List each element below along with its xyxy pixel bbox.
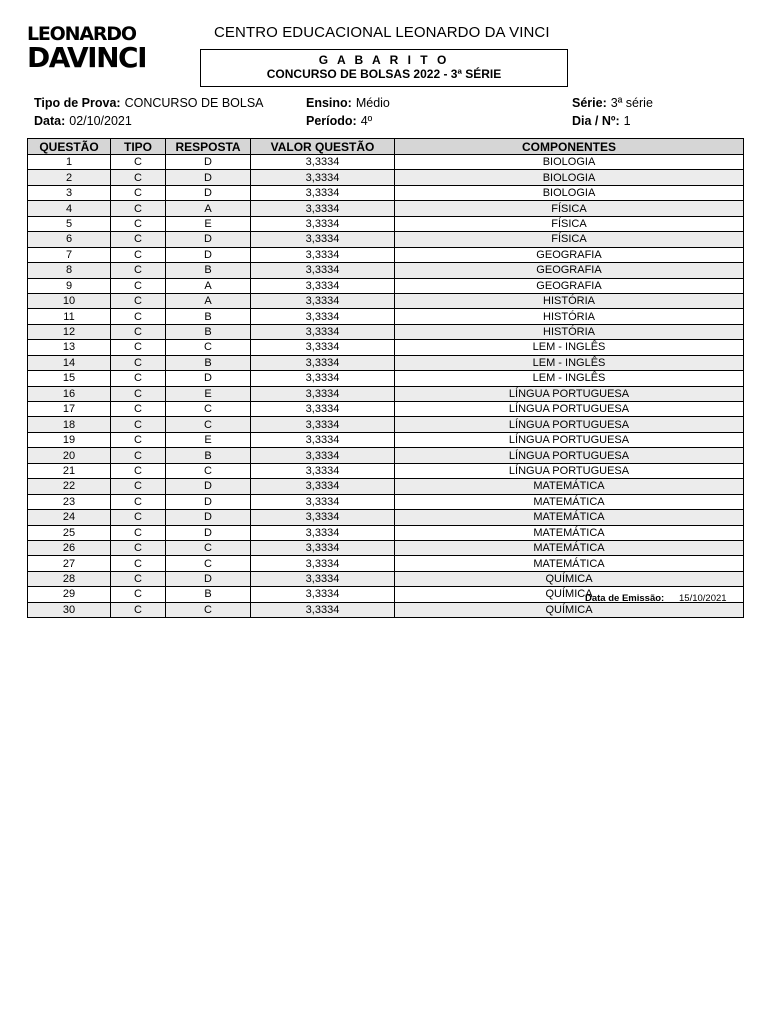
table-header-row bbox=[28, 139, 744, 155]
table-row bbox=[28, 463, 744, 478]
cell-tipo: C bbox=[111, 201, 166, 216]
cell-tipo: C bbox=[111, 216, 166, 231]
dia-label: Dia / Nº: bbox=[572, 114, 620, 128]
cell-valor: 3,3334 bbox=[251, 494, 395, 509]
cell-questao: 8 bbox=[28, 263, 111, 278]
serie-value: 3ª série bbox=[610, 96, 653, 110]
data bbox=[34, 114, 132, 128]
table-row bbox=[28, 201, 744, 216]
cell-questao: 15 bbox=[28, 371, 111, 386]
cell-tipo: C bbox=[111, 278, 166, 293]
cell-questao: 21 bbox=[28, 463, 111, 478]
cell-resposta: B bbox=[166, 263, 251, 278]
cell-tipo: C bbox=[111, 510, 166, 525]
table-row bbox=[28, 602, 744, 617]
cell-valor: 3,3334 bbox=[251, 525, 395, 540]
table-row bbox=[28, 293, 744, 308]
cell-resposta: A bbox=[166, 201, 251, 216]
cell-tipo: C bbox=[111, 232, 166, 247]
cell-componente: LÍNGUA PORTUGUESA bbox=[395, 417, 744, 432]
cell-componente: GEOGRAFIA bbox=[395, 278, 744, 293]
table-row bbox=[28, 170, 744, 185]
cell-valor: 3,3334 bbox=[251, 263, 395, 278]
cell-valor: 3,3334 bbox=[251, 463, 395, 478]
cell-tipo: C bbox=[111, 371, 166, 386]
cell-resposta: C bbox=[166, 602, 251, 617]
table-row bbox=[28, 510, 744, 525]
table-row bbox=[28, 355, 744, 370]
cell-tipo: C bbox=[111, 185, 166, 200]
cell-questao: 5 bbox=[28, 216, 111, 231]
tipo-prova-value: CONCURSO DE BOLSA bbox=[124, 96, 264, 110]
cell-tipo: C bbox=[111, 556, 166, 571]
header-tipo: TIPO bbox=[111, 139, 166, 155]
cell-tipo: C bbox=[111, 540, 166, 555]
cell-tipo: C bbox=[111, 402, 166, 417]
cell-componente: GEOGRAFIA bbox=[395, 263, 744, 278]
cell-tipo: C bbox=[111, 463, 166, 478]
cell-componente: LÍNGUA PORTUGUESA bbox=[395, 432, 744, 447]
ensino-label: Ensino: bbox=[306, 96, 352, 110]
cell-resposta: D bbox=[166, 170, 251, 185]
cell-tipo: C bbox=[111, 247, 166, 262]
cell-resposta: C bbox=[166, 463, 251, 478]
cell-valor: 3,3334 bbox=[251, 155, 395, 170]
cell-tipo: C bbox=[111, 602, 166, 617]
cell-componente: MATEMÁTICA bbox=[395, 494, 744, 509]
cell-componente: LEM - INGLÊS bbox=[395, 371, 744, 386]
cell-questao: 11 bbox=[28, 309, 111, 324]
cell-componente: LÍNGUA PORTUGUESA bbox=[395, 448, 744, 463]
tipo-prova bbox=[34, 96, 264, 110]
cell-resposta: C bbox=[166, 417, 251, 432]
table-row bbox=[28, 263, 744, 278]
cell-resposta: B bbox=[166, 448, 251, 463]
table-row bbox=[28, 525, 744, 540]
cell-resposta: D bbox=[166, 247, 251, 262]
cell-tipo: C bbox=[111, 587, 166, 602]
cell-componente: QUÍMICA bbox=[395, 587, 744, 602]
cell-componente: LEM - INGLÊS bbox=[395, 340, 744, 355]
cell-valor: 3,3334 bbox=[251, 293, 395, 308]
cell-valor: 3,3334 bbox=[251, 355, 395, 370]
table-row bbox=[28, 417, 744, 432]
emission-date-label: Data de Emissão: bbox=[585, 593, 665, 604]
cell-questao: 29 bbox=[28, 587, 111, 602]
cell-questao: 14 bbox=[28, 355, 111, 370]
answer-key-title: G A B A R I T O bbox=[318, 53, 450, 67]
cell-resposta: A bbox=[166, 293, 251, 308]
cell-componente: QUÍMICA bbox=[395, 602, 744, 617]
cell-componente: GEOGRAFIA bbox=[395, 247, 744, 262]
emission-date-value: 15/10/2021 bbox=[679, 593, 727, 604]
cell-valor: 3,3334 bbox=[251, 170, 395, 185]
cell-valor: 3,3334 bbox=[251, 247, 395, 262]
cell-componente: MATEMÁTICA bbox=[395, 540, 744, 555]
table-body bbox=[28, 155, 744, 618]
cell-resposta: D bbox=[166, 525, 251, 540]
cell-questao: 30 bbox=[28, 602, 111, 617]
cell-questao: 6 bbox=[28, 232, 111, 247]
cell-valor: 3,3334 bbox=[251, 556, 395, 571]
cell-tipo: C bbox=[111, 386, 166, 401]
cell-valor: 3,3334 bbox=[251, 278, 395, 293]
cell-componente: LEM - INGLÊS bbox=[395, 355, 744, 370]
cell-questao: 27 bbox=[28, 556, 111, 571]
table-row bbox=[28, 232, 744, 247]
cell-tipo: C bbox=[111, 293, 166, 308]
cell-valor: 3,3334 bbox=[251, 602, 395, 617]
serie bbox=[572, 96, 653, 110]
cell-questao: 2 bbox=[28, 170, 111, 185]
cell-componente: BIOLOGIA bbox=[395, 185, 744, 200]
table-row bbox=[28, 324, 744, 339]
data-label: Data: bbox=[34, 114, 66, 128]
logo-line2: DAVINCI bbox=[27, 41, 146, 74]
cell-resposta: C bbox=[166, 540, 251, 555]
answer-table bbox=[27, 138, 744, 618]
cell-resposta: D bbox=[166, 185, 251, 200]
table-row bbox=[28, 571, 744, 586]
cell-questao: 12 bbox=[28, 324, 111, 339]
periodo-value: 4º bbox=[360, 114, 373, 128]
logo bbox=[27, 23, 146, 74]
cell-componente: MATEMÁTICA bbox=[395, 479, 744, 494]
cell-questao: 13 bbox=[28, 340, 111, 355]
cell-tipo: C bbox=[111, 170, 166, 185]
cell-tipo: C bbox=[111, 324, 166, 339]
cell-questao: 10 bbox=[28, 293, 111, 308]
cell-tipo: C bbox=[111, 155, 166, 170]
dia-value: 1 bbox=[623, 114, 631, 128]
cell-componente: HISTÓRIA bbox=[395, 309, 744, 324]
cell-resposta: D bbox=[166, 371, 251, 386]
cell-questao: 23 bbox=[28, 494, 111, 509]
cell-questao: 16 bbox=[28, 386, 111, 401]
cell-valor: 3,3334 bbox=[251, 216, 395, 231]
cell-valor: 3,3334 bbox=[251, 402, 395, 417]
table-row bbox=[28, 278, 744, 293]
cell-questao: 26 bbox=[28, 540, 111, 555]
data-value: 02/10/2021 bbox=[69, 114, 132, 128]
periodo bbox=[306, 114, 372, 128]
cell-questao: 17 bbox=[28, 402, 111, 417]
cell-tipo: C bbox=[111, 525, 166, 540]
table-row bbox=[28, 371, 744, 386]
cell-resposta: D bbox=[166, 494, 251, 509]
cell-resposta: D bbox=[166, 571, 251, 586]
cell-componente: HISTÓRIA bbox=[395, 293, 744, 308]
table-row bbox=[28, 185, 744, 200]
cell-questao: 3 bbox=[28, 185, 111, 200]
cell-valor: 3,3334 bbox=[251, 448, 395, 463]
cell-tipo: C bbox=[111, 432, 166, 447]
ensino bbox=[306, 96, 390, 110]
ensino-value: Médio bbox=[355, 96, 390, 110]
cell-questao: 28 bbox=[28, 571, 111, 586]
cell-componente: MATEMÁTICA bbox=[395, 556, 744, 571]
cell-questao: 7 bbox=[28, 247, 111, 262]
table-row bbox=[28, 556, 744, 571]
table-row bbox=[28, 386, 744, 401]
cell-questao: 1 bbox=[28, 155, 111, 170]
cell-valor: 3,3334 bbox=[251, 587, 395, 602]
cell-valor: 3,3334 bbox=[251, 371, 395, 386]
cell-resposta: D bbox=[166, 479, 251, 494]
cell-resposta: D bbox=[166, 232, 251, 247]
cell-questao: 25 bbox=[28, 525, 111, 540]
cell-questao: 24 bbox=[28, 510, 111, 525]
cell-componente: BIOLOGIA bbox=[395, 170, 744, 185]
cell-valor: 3,3334 bbox=[251, 417, 395, 432]
cell-resposta: C bbox=[166, 340, 251, 355]
cell-resposta: E bbox=[166, 386, 251, 401]
cell-resposta: B bbox=[166, 587, 251, 602]
header-componentes: COMPONENTES bbox=[395, 139, 744, 155]
cell-componente: LÍNGUA PORTUGUESA bbox=[395, 386, 744, 401]
cell-tipo: C bbox=[111, 571, 166, 586]
table-row bbox=[28, 216, 744, 231]
periodo-label: Período: bbox=[306, 114, 357, 128]
dia bbox=[572, 114, 631, 128]
cell-valor: 3,3334 bbox=[251, 185, 395, 200]
cell-valor: 3,3334 bbox=[251, 510, 395, 525]
table-row bbox=[28, 340, 744, 355]
table-row bbox=[28, 448, 744, 463]
cell-resposta: C bbox=[166, 556, 251, 571]
cell-questao: 9 bbox=[28, 278, 111, 293]
table-row bbox=[28, 155, 744, 170]
cell-componente: FÍSICA bbox=[395, 232, 744, 247]
cell-componente: FÍSICA bbox=[395, 201, 744, 216]
cell-resposta: B bbox=[166, 355, 251, 370]
cell-tipo: C bbox=[111, 494, 166, 509]
cell-valor: 3,3334 bbox=[251, 201, 395, 216]
cell-valor: 3,3334 bbox=[251, 309, 395, 324]
cell-componente: HISTÓRIA bbox=[395, 324, 744, 339]
table-row bbox=[28, 309, 744, 324]
cell-componente: LÍNGUA PORTUGUESA bbox=[395, 402, 744, 417]
cell-tipo: C bbox=[111, 479, 166, 494]
cell-componente: LÍNGUA PORTUGUESA bbox=[395, 463, 744, 478]
cell-componente: FÍSICA bbox=[395, 216, 744, 231]
table-row bbox=[28, 247, 744, 262]
table-row bbox=[28, 494, 744, 509]
school-name: CENTRO EDUCACIONAL LEONARDO DA VINCI bbox=[214, 24, 550, 41]
cell-componente: MATEMÁTICA bbox=[395, 510, 744, 525]
logo-line1: LEONARDO bbox=[27, 23, 136, 45]
cell-valor: 3,3334 bbox=[251, 479, 395, 494]
cell-valor: 3,3334 bbox=[251, 232, 395, 247]
cell-questao: 19 bbox=[28, 432, 111, 447]
answer-key-subtitle: CONCURSO DE BOLSAS 2022 - 3ª SÉRIE bbox=[266, 67, 502, 81]
cell-componente: QUÍMICA bbox=[395, 571, 744, 586]
cell-resposta: C bbox=[166, 402, 251, 417]
cell-resposta: D bbox=[166, 155, 251, 170]
cell-valor: 3,3334 bbox=[251, 571, 395, 586]
cell-resposta: D bbox=[166, 510, 251, 525]
table-row bbox=[28, 432, 744, 447]
cell-tipo: C bbox=[111, 309, 166, 324]
answer-key-title-box bbox=[200, 49, 568, 87]
cell-componente: MATEMÁTICA bbox=[395, 525, 744, 540]
cell-valor: 3,3334 bbox=[251, 386, 395, 401]
cell-questao: 22 bbox=[28, 479, 111, 494]
cell-componente: BIOLOGIA bbox=[395, 155, 744, 170]
table-row bbox=[28, 402, 744, 417]
cell-resposta: B bbox=[166, 324, 251, 339]
header-resposta: RESPOSTA bbox=[166, 139, 251, 155]
cell-questao: 20 bbox=[28, 448, 111, 463]
cell-valor: 3,3334 bbox=[251, 540, 395, 555]
serie-label: Série: bbox=[572, 96, 607, 110]
cell-tipo: C bbox=[111, 263, 166, 278]
header-valor-questao: VALOR QUESTÃO bbox=[251, 139, 395, 155]
table-row bbox=[28, 479, 744, 494]
cell-resposta: A bbox=[166, 278, 251, 293]
cell-valor: 3,3334 bbox=[251, 324, 395, 339]
cell-questao: 4 bbox=[28, 201, 111, 216]
cell-tipo: C bbox=[111, 340, 166, 355]
cell-resposta: E bbox=[166, 432, 251, 447]
header-questao: QUESTÃO bbox=[28, 139, 111, 155]
table-row bbox=[28, 540, 744, 555]
cell-tipo: C bbox=[111, 448, 166, 463]
cell-valor: 3,3334 bbox=[251, 340, 395, 355]
cell-tipo: C bbox=[111, 355, 166, 370]
cell-resposta: E bbox=[166, 216, 251, 231]
cell-valor: 3,3334 bbox=[251, 432, 395, 447]
cell-tipo: C bbox=[111, 417, 166, 432]
cell-questao: 18 bbox=[28, 417, 111, 432]
tipo-prova-label: Tipo de Prova: bbox=[34, 96, 121, 110]
cell-resposta: B bbox=[166, 309, 251, 324]
